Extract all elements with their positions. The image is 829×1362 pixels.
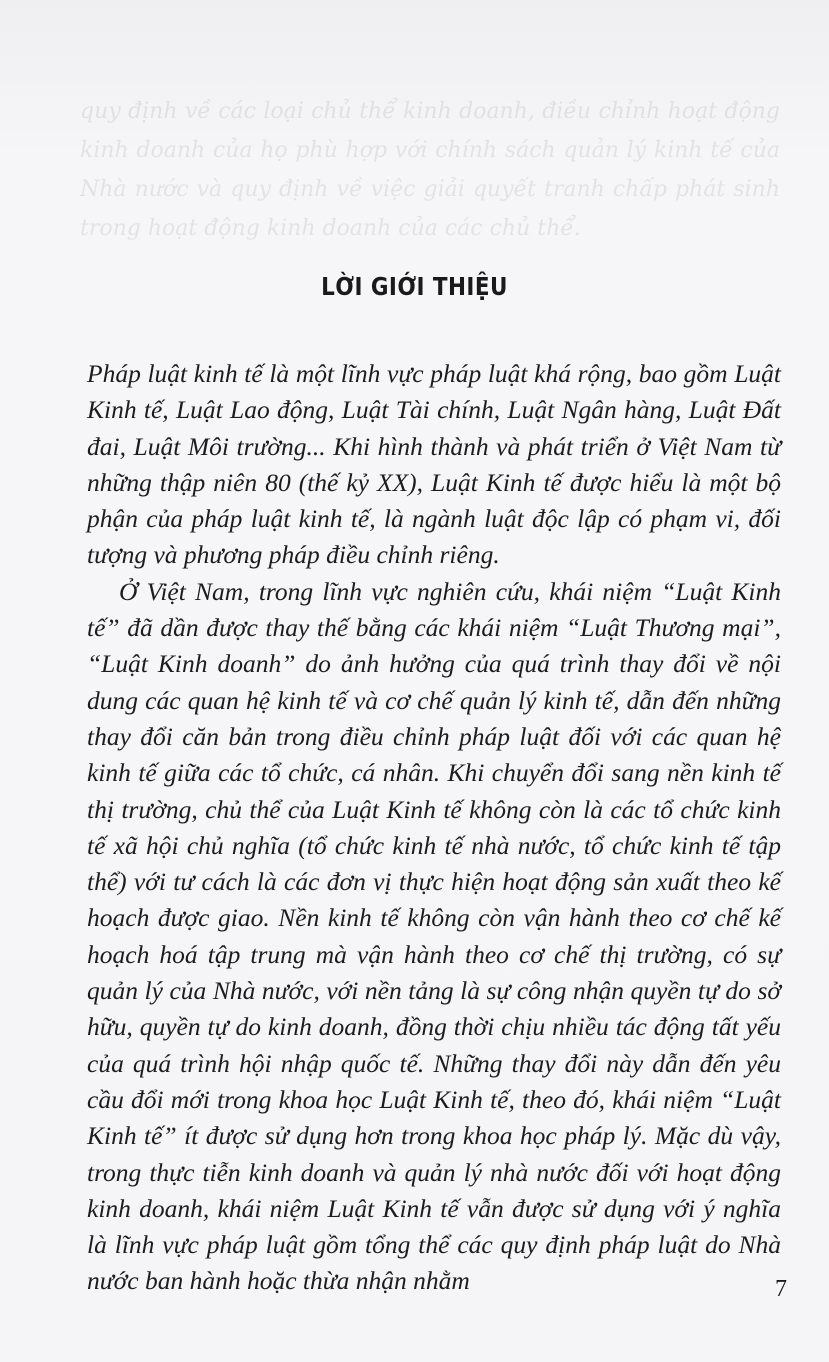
body-text — [87, 356, 781, 1300]
page-heading: LỜI GIỚI THIỆU — [321, 272, 508, 301]
paragraph-2: Ở Việt Nam, trong lĩnh vực nghiên cứu, khái niệm “Luật Kinh tế” đã dần được thay thế bằng các khái niệm “Luật Thương mại”, “Luật Kinh doanh” do ảnh hưởng của quá trình thay đổi về nội dung các quan hệ kinh tế và cơ chế quản lý kinh tế, dẫn đến những thay đổi căn bản trong điều chỉnh pháp luật đối với các quan hệ kinh tế giữa các tổ chức, cá nhân. Khi chuyển đổi sang nền kinh tế thị trường, chủ thể của Luật Kinh tế không còn là các tổ chức kinh tế xã hội chủ nghĩa (tổ chức kinh tế nhà nước, tổ chức kinh tế tập thể) với tư cách là các đơn vị thực hiện hoạt động sản xuất theo kế hoạch được giao. Nền kinh tế không còn vận hành theo cơ chế kế hoạch hoá tập trung mà vận hành theo cơ chế thị trường, có sự quản lý của Nhà nước, với nền tảng là sự công nhận quyền tự do sở hữu, quyền tự do kinh doanh, đồng thời chịu nhiều tác động tất yếu của quá trình hội nhập quốc tế. Những thay đổi này dẫn đến yêu cầu đổi mới trong khoa học Luật Kinh tế, theo đó, khái niệm “Luật Kinh tế” ít được sử dụng hơn trong khoa học pháp lý. Mặc dù vậy, trong thực tiễn kinh doanh và quản lý nhà nước đối với hoạt động kinh doanh, khái niệm Luật Kinh tế vẫn được sử dụng với ý nghĩa là lĩnh vực pháp luật gồm tổng thể các quy định pháp luật do Nhà nước ban hành hoặc thừa nhận nhằm — [87, 576, 781, 1296]
paragraph-1: Pháp luật kinh tế là một lĩnh vực pháp luật khá rộng, bao gồm Luật Kinh tế, Luật Lao động, Luật Tài chính, Luật Ngân hàng, Luật Đất đai, Luật Môi trường... Khi hình thành và phát triển ở Việt Nam từ những thập niên 80 (thế kỷ XX), Luật Kinh tế được hiểu là một bộ phận của pháp luật kinh tế, là ngành luật độc lập có phạm vi, đối tượng và phương pháp điều chỉnh riêng. — [87, 359, 781, 570]
page-number: 7 — [775, 1276, 787, 1302]
bleed-through-text: quy định về các loại chủ thể kinh doanh, điều chỉnh hoạt động kinh doanh của họ phù hợp với chính sách quản lý kinh tế của Nhà nước và quy định về việc giải quyết tranh chấp phát sinh trong hoạt động kinh doanh của các chủ thể. — [80, 99, 780, 241]
